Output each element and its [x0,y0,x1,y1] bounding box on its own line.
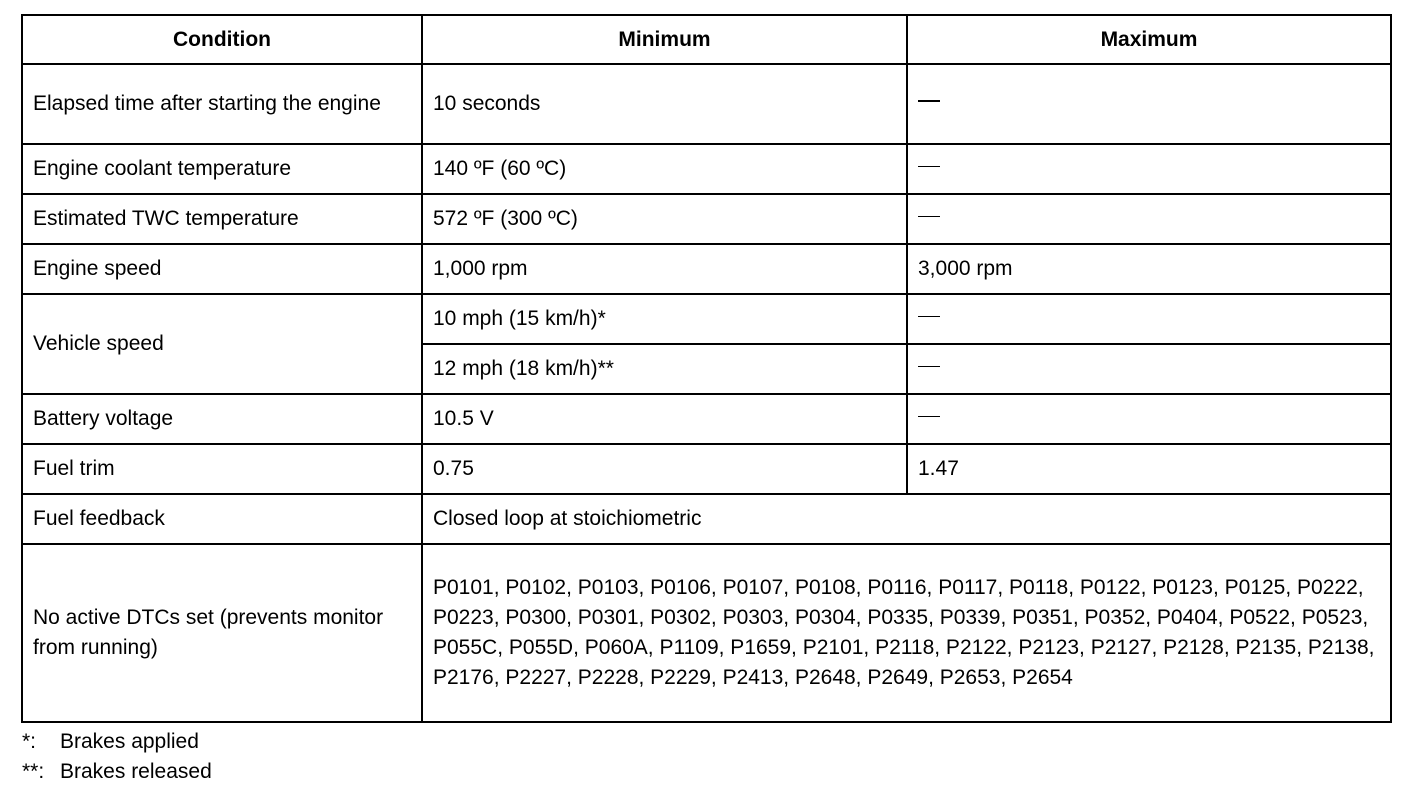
condition-cell: Fuel feedback [22,494,422,544]
minimum-cell: 1,000 rpm [422,244,907,294]
dash-icon [918,216,940,217]
minimum-cell: 572 ºF (300 ºC) [422,194,907,244]
dash-icon [918,416,940,417]
footnote-text: Brakes released [60,760,212,783]
footnote-mark: *: [22,730,37,753]
conditions-table [21,14,1392,723]
value-cell: Closed loop at stoichiometric [422,494,1391,544]
minimum-cell: 0.75 [422,444,907,494]
maximum-cell [907,144,1391,194]
minimum-cell: 10 mph (15 km/h)* [422,294,907,344]
condition-cell: Elapsed time after starting the engine [22,64,422,144]
minimum-cell: 12 mph (18 km/h)** [422,344,907,394]
minimum-cell: 10 seconds [422,64,907,144]
footnote-text: Brakes applied [60,730,199,753]
maximum-cell [907,294,1391,344]
header-maximum: Maximum [907,15,1391,64]
dtc-list-cell: P0101, P0102, P0103, P0106, P0107, P0108, P0116, P0117, P0118, P0122, P0123, P0125, P0222, P0223, P0300, P0301, P0302, P0303, P0304, P0335, P0339, P0351, P0352, P0404, P0522, P0523, P055C, P055D, P060A, P1109, P1659, P2101, P2118, P2122, P2123, P2127, P2128, P2135, P2138, P2176, P2227, P2228, P2229, P2413, P2648, P2649, P2653, P2654 [422,544,1391,722]
header-minimum: Minimum [422,15,907,64]
table-row [22,494,1391,544]
maximum-cell [907,64,1391,144]
table-row [22,244,1391,294]
maximum-cell [907,194,1391,244]
maximum-cell [907,344,1391,394]
minimum-cell: 10.5 V [422,394,907,444]
table-row [22,544,1391,722]
table-header-row [22,15,1391,64]
footnote [22,757,212,787]
condition-cell: Engine speed [22,244,422,294]
condition-cell: Engine coolant temperature [22,144,422,194]
condition-cell: Estimated TWC temperature [22,194,422,244]
condition-cell: Vehicle speed [22,294,422,394]
maximum-cell: 3,000 rpm [907,244,1391,294]
table-row [22,64,1391,144]
footnote-mark: **: [22,760,45,783]
table-row [22,294,1391,344]
dash-icon [918,316,940,317]
dash-icon [918,100,940,102]
condition-cell: Battery voltage [22,394,422,444]
footnotes [22,727,212,787]
table-row [22,394,1391,444]
maximum-cell [907,394,1391,444]
table-row [22,444,1391,494]
minimum-cell: 140 ºF (60 ºC) [422,144,907,194]
table-row [22,144,1391,194]
condition-cell: Fuel trim [22,444,422,494]
header-condition: Condition [22,15,422,64]
footnote [22,727,212,757]
maximum-cell: 1.47 [907,444,1391,494]
dash-icon [918,366,940,367]
dash-icon [918,166,940,167]
condition-cell: No active DTCs set (prevents monitor from running) [22,544,422,722]
table-row [22,194,1391,244]
